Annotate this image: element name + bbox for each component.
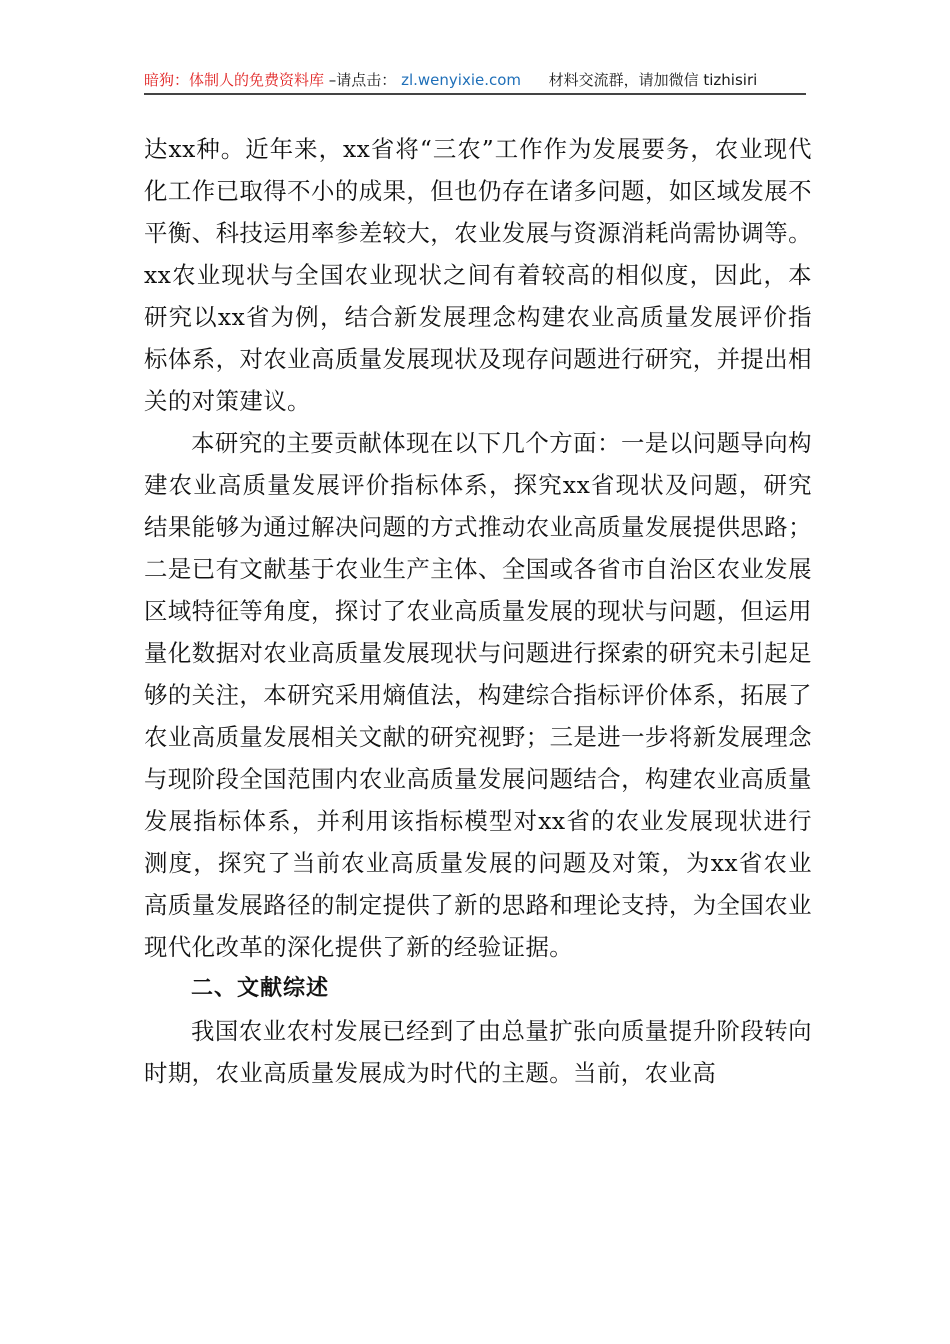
- wechat-group-text: 材料交流群，请加微信 tizhisiri: [548, 71, 758, 89]
- header-divider: [144, 93, 806, 95]
- promo-text: 暗狗：体制人的免费资料库: [144, 71, 325, 89]
- page-header: [144, 68, 806, 92]
- click-prompt: –请点击：: [328, 71, 397, 89]
- paragraph-continuation: 达xx种。近年来，xx省将“三农”工作作为发展要务，农业现代化工作已取得不小的成果，但也仍存在诸多问题，如区域发展不平衡、科技运用率参差较大，农业发展与资源消耗尚需协调等。xx农业现状与全国农业现状之间有着较高的相似度，因此，本研究以xx省为例，结合新发展理念构建农业高质量发展评价指标体系，对农业高质量发展现状及现存问题进行研究，并提出相关的对策建议。: [144, 135, 812, 415]
- document-body: [144, 128, 812, 1094]
- paragraph-literature-intro: 我国农业农村发展已经到了由总量扩张向质量提升阶段转向时期，农业高质量发展成为时代的主题。当前，农业高: [144, 1017, 812, 1087]
- paragraph-contributions: 本研究的主要贡献体现在以下几个方面：一是以问题导向构建农业高质量发展评价指标体系，探究xx省现状及问题，研究结果能够为通过解决问题的方式推动农业高质量发展提供思路；二是已有文献基于农业生产主体、全国或各省市自治区农业发展区域特征等角度，探讨了农业高质量发展的现状与问题，但运用量化数据对农业高质量发展现状与问题进行探索的研究未引起足够的关注，本研究采用熵值法，构建综合指标评价体系，拓展了农业高质量发展相关文献的研究视野；三是进一步将新发展理念与现阶段全国范围内农业高质量发展问题结合，构建农业高质量发展指标体系，并利用该指标模型对xx省的农业发展现状进行测度，探究了当前农业高质量发展的问题及对策，为xx省农业高质量发展路径的制定提供了新的思路和理论支持，为全国农业现代化改革的深化提供了新的经验证据。: [144, 429, 812, 961]
- website-link[interactable]: zl.wenyixie.com: [401, 71, 522, 89]
- section-heading-literature-review: 二、文献综述: [191, 976, 330, 1001]
